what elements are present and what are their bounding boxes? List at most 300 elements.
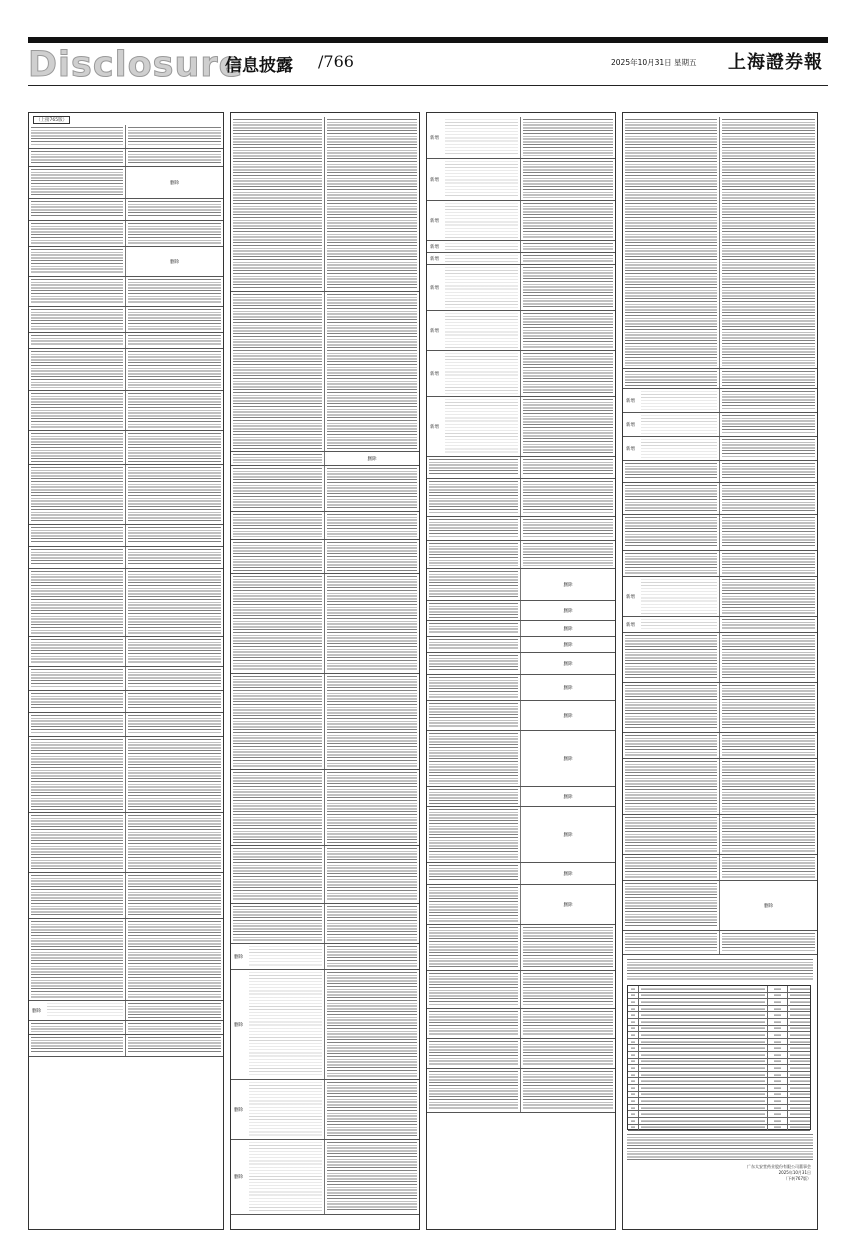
original-clause-cell [231, 1140, 325, 1214]
clause-text-lines [429, 1011, 518, 1036]
amendment-row [29, 813, 223, 873]
original-clause-cell [231, 944, 325, 969]
revised-clause-cell [126, 1035, 223, 1056]
amendment-row [427, 541, 615, 569]
table-row [628, 1012, 810, 1019]
table-cell [768, 1105, 788, 1111]
table-cell [639, 1085, 768, 1091]
masthead-bottom-rule [28, 85, 828, 86]
amendment-row [427, 265, 615, 311]
table-cell [628, 1032, 639, 1038]
cell-text-line [774, 1002, 782, 1003]
table-cell [628, 1072, 639, 1078]
clause-text-lines [523, 1041, 613, 1066]
clause-text-lines [327, 676, 417, 767]
cell-text-line [774, 1074, 782, 1075]
revised-clause-cell [720, 461, 817, 482]
row-status-tag-text: 删除 [563, 685, 573, 691]
closing-notes [627, 1134, 813, 1160]
table-cell [788, 1098, 812, 1104]
revised-clause-cell [325, 466, 419, 511]
clause-text-lines [429, 703, 518, 728]
clause-text-lines [625, 635, 717, 680]
clause-text-lines [429, 543, 518, 566]
amendment-row [231, 540, 419, 574]
clause-text-lines [128, 201, 221, 218]
clause-text-lines [128, 309, 221, 330]
clause-text-lines [722, 933, 815, 952]
table-row [628, 1092, 810, 1099]
row-status-tag: 新增 [626, 622, 635, 628]
clause-text-lines [31, 309, 123, 330]
original-clause-cell [231, 846, 325, 903]
amendment-row [427, 569, 615, 601]
clause-text-lines [233, 468, 322, 509]
clause-text-lines [625, 735, 717, 756]
clause-text-lines [128, 127, 221, 146]
cell-text-line [641, 988, 765, 989]
table-cell [639, 986, 768, 992]
cell-text-line [774, 1041, 782, 1042]
table-row [628, 1006, 810, 1013]
revised-clause-cell [325, 770, 419, 845]
original-clause-cell [427, 925, 521, 970]
clause-text-lines [249, 1082, 322, 1137]
amendment-row [29, 277, 223, 307]
revised-clause-cell [126, 391, 223, 430]
original-clause-cell [427, 1009, 521, 1038]
clause-text-lines [31, 815, 123, 870]
table-cell [628, 1092, 639, 1098]
clause-text-lines [128, 921, 221, 998]
table-cell [768, 1012, 788, 1018]
table-row [628, 999, 810, 1006]
original-clause-cell [427, 117, 521, 158]
clause-text-lines [233, 454, 322, 463]
cell-text-line [631, 1120, 635, 1121]
original-clause-cell [231, 970, 325, 1079]
amendment-row [623, 683, 817, 733]
column-4 [622, 112, 818, 1230]
original-clause-cell [29, 813, 126, 872]
clause-text-lines [641, 439, 717, 458]
table-row [628, 993, 810, 1000]
table-cell [639, 1065, 768, 1071]
amendment-row [29, 167, 223, 199]
revised-clause-cell [325, 674, 419, 769]
table-cell [628, 1026, 639, 1032]
table-cell [639, 1111, 768, 1117]
table-cell [788, 1125, 812, 1131]
revised-clause-cell [720, 733, 817, 758]
original-clause-cell [231, 574, 325, 673]
sign-off-line: 2025年10月31日 [778, 1170, 811, 1176]
original-clause-cell [623, 881, 720, 930]
amendment-row [427, 117, 615, 159]
revised-clause-cell [126, 713, 223, 736]
amendment-row [427, 1009, 615, 1039]
original-clause-cell [29, 691, 126, 712]
row-status-tag-text: 删除 [563, 608, 573, 614]
revised-clause-cell [126, 333, 223, 348]
cell-text-line [774, 1114, 782, 1115]
amendment-row [427, 971, 615, 1009]
original-clause-cell [427, 265, 521, 310]
clause-text-lines [327, 848, 417, 901]
revised-clause-cell [325, 904, 419, 943]
table-cell [768, 993, 788, 999]
row-status-tag [521, 871, 615, 877]
revised-clause-cell [521, 117, 615, 158]
bylaws-summary-table [627, 985, 811, 1130]
clause-text-lines [327, 468, 417, 509]
row-status-tag: 删除 [234, 1107, 243, 1113]
clause-text-lines [445, 267, 518, 308]
clause-text-lines [641, 579, 717, 614]
amendment-row [427, 253, 615, 265]
clause-text-lines [625, 817, 717, 852]
amendment-row [231, 1140, 419, 1215]
revised-clause-cell [720, 881, 817, 930]
amendment-row [427, 351, 615, 397]
amendment-row [29, 667, 223, 691]
masthead [28, 43, 828, 85]
clause-text-lines [445, 119, 518, 156]
amendment-row [427, 159, 615, 201]
clause-text-lines [625, 371, 717, 386]
row-status-tag: 新增 [430, 135, 439, 141]
original-clause-cell [427, 621, 521, 636]
clause-text-lines [429, 603, 518, 618]
revised-clause-cell [325, 574, 419, 673]
original-clause-cell [623, 483, 720, 514]
original-clause-cell [623, 577, 720, 616]
revised-clause-cell [521, 241, 615, 252]
row-status-tag [521, 661, 615, 667]
table-cell [639, 999, 768, 1005]
clause-text-lines [31, 669, 123, 688]
clause-text-lines [128, 815, 221, 870]
original-clause-cell [29, 199, 126, 220]
cell-text-line [631, 1068, 635, 1069]
amendment-row [29, 1035, 223, 1057]
original-clause-cell [623, 683, 720, 732]
original-clause-cell [231, 117, 325, 291]
original-clause-cell [29, 919, 126, 1000]
original-clause-cell [29, 873, 126, 918]
revised-clause-cell [521, 925, 615, 970]
amendment-row [29, 391, 223, 431]
revised-clause-cell [720, 413, 817, 436]
row-status-tag: 删除 [32, 1008, 41, 1014]
original-clause-cell [29, 737, 126, 812]
clause-text-lines [722, 817, 815, 852]
amendment-row [29, 221, 223, 247]
original-clause-cell [427, 569, 521, 600]
clause-text-lines [722, 371, 815, 386]
clause-text-lines [31, 875, 123, 916]
table-cell [628, 1105, 639, 1111]
amendment-row [29, 349, 223, 391]
revised-clause-cell [720, 515, 817, 550]
clause-text-lines [31, 1037, 123, 1054]
original-clause-cell [427, 807, 521, 862]
column-2 [230, 112, 420, 1230]
clause-text-lines [429, 677, 518, 698]
revised-clause-cell [126, 1001, 223, 1020]
cell-text-line [790, 1081, 810, 1082]
clause-text-lines [128, 739, 221, 810]
table-cell [768, 1125, 788, 1131]
table-cell [639, 1032, 768, 1038]
cell-text-line [631, 1041, 635, 1042]
amendment-row [623, 483, 817, 515]
clause-text-lines [445, 399, 518, 454]
amendment-row [231, 452, 419, 466]
cell-text-line [641, 1021, 765, 1022]
cell-text-line [790, 1054, 810, 1055]
cell-text-line [774, 1068, 782, 1069]
table-cell [639, 1072, 768, 1078]
clause-text-lines [429, 789, 518, 804]
amendment-row [427, 241, 615, 253]
clause-text-lines [233, 576, 322, 671]
original-clause-cell [29, 1001, 126, 1020]
clause-text-lines [722, 761, 815, 812]
cell-text-line [774, 988, 782, 989]
cell-text-line [790, 995, 810, 996]
original-clause-cell [29, 713, 126, 736]
revised-clause-cell [720, 369, 817, 388]
table-row [628, 1118, 810, 1125]
original-clause-cell [427, 1039, 521, 1068]
row-status-tag [521, 685, 615, 691]
clause-text-lines [128, 467, 221, 522]
revised-clause-cell [126, 547, 223, 568]
original-clause-cell [623, 389, 720, 412]
revised-clause-cell [126, 149, 223, 166]
revised-clause-cell [720, 551, 817, 576]
clause-text-lines [233, 542, 322, 571]
clause-text-lines [128, 1037, 221, 1054]
amendment-row [29, 525, 223, 547]
original-clause-cell [427, 253, 521, 264]
revised-clause-cell [521, 675, 615, 700]
clause-text-lines [429, 809, 518, 860]
revised-clause-cell [521, 479, 615, 516]
table-cell [628, 1045, 639, 1051]
clause-text-lines [327, 906, 417, 941]
revised-clause-cell [720, 437, 817, 460]
original-clause-cell [231, 674, 325, 769]
table-cell [788, 999, 812, 1005]
cell-text-line [631, 1054, 635, 1055]
clause-text-lines [523, 481, 613, 514]
revised-clause-cell [126, 167, 223, 198]
clause-text-lines [429, 1071, 518, 1110]
original-clause-cell [623, 413, 720, 436]
amendment-row [427, 479, 615, 517]
amendment-row [427, 621, 615, 637]
clause-text-lines [445, 313, 518, 348]
closing-paragraph [627, 959, 813, 981]
revised-clause-cell [325, 117, 419, 291]
clause-text-lines [233, 676, 322, 767]
cell-text-line [641, 1114, 765, 1115]
clause-text-lines [128, 527, 221, 544]
revised-clause-cell [126, 431, 223, 464]
amendment-row [29, 431, 223, 465]
cell-text-line [631, 1107, 635, 1108]
original-clause-cell [427, 397, 521, 456]
clause-text-lines [31, 467, 123, 522]
table-cell [639, 1026, 768, 1032]
revised-clause-cell [521, 265, 615, 310]
clause-text-lines [31, 433, 123, 462]
newspaper-logo: 上海證券報 [728, 52, 823, 73]
original-clause-cell [29, 307, 126, 332]
amendment-row [623, 759, 817, 815]
clause-text-lines [31, 571, 123, 634]
amendment-row [427, 675, 615, 701]
clause-text-lines [722, 685, 815, 730]
table-cell [628, 999, 639, 1005]
clause-text-lines [523, 119, 613, 156]
clause-text-lines [327, 972, 417, 1077]
amendment-row [427, 653, 615, 675]
amendment-row [29, 1021, 223, 1035]
revised-clause-cell [521, 201, 615, 240]
row-status-tag: 新增 [430, 177, 439, 183]
clause-text-lines [128, 351, 221, 388]
original-clause-cell [427, 479, 521, 516]
clause-text-lines [327, 772, 417, 843]
amendment-row [29, 199, 223, 221]
amendment-row [29, 737, 223, 813]
amendment-row [623, 633, 817, 683]
table-row [628, 1105, 810, 1112]
cell-text-line [641, 1068, 765, 1069]
clause-text-lines [128, 693, 221, 710]
revised-clause-cell [720, 855, 817, 880]
clause-text-lines [31, 169, 123, 196]
clause-text-lines [31, 1023, 123, 1032]
cell-text-line [631, 1074, 635, 1075]
revised-clause-cell [720, 683, 817, 732]
cell-text-line [631, 995, 635, 996]
original-clause-cell [231, 904, 325, 943]
table-cell [788, 1065, 812, 1071]
revised-clause-cell [521, 159, 615, 200]
table-cell [768, 1052, 788, 1058]
original-clause-cell [427, 311, 521, 350]
cell-text-line [631, 1008, 635, 1009]
amendment-row [623, 881, 817, 931]
table-cell [639, 1006, 768, 1012]
clause-text-lines [722, 857, 815, 878]
table-cell [628, 1078, 639, 1084]
clause-text-lines [523, 203, 613, 238]
clause-text-lines [128, 223, 221, 244]
cell-text-line [641, 995, 765, 996]
amendment-row [29, 1001, 223, 1021]
clause-text-lines [523, 267, 613, 308]
row-status-tag: 删除 [234, 1175, 243, 1180]
original-clause-cell [29, 167, 126, 198]
original-clause-cell [29, 431, 126, 464]
cell-text-line [790, 1074, 810, 1075]
table-cell [628, 1111, 639, 1117]
row-status-tag: 新增 [430, 371, 439, 377]
amendment-row [427, 311, 615, 351]
table-cell [768, 1072, 788, 1078]
amendment-row [427, 731, 615, 787]
table-cell [768, 1078, 788, 1084]
cell-text-line [641, 1127, 765, 1128]
table-row [628, 1111, 810, 1118]
original-clause-cell [623, 633, 720, 682]
amendment-row [427, 925, 615, 971]
cell-text-line [641, 1008, 765, 1009]
revised-clause-cell [325, 944, 419, 969]
clause-text-lines [641, 415, 717, 434]
revised-clause-cell [521, 351, 615, 396]
table-cell [788, 1039, 812, 1045]
table-cell [639, 1045, 768, 1051]
cell-text-line [790, 1028, 810, 1029]
continued-from-label: （上接765版） [33, 116, 70, 124]
amendment-row [623, 855, 817, 881]
row-status-tag-text: 删除 [563, 902, 573, 908]
cell-text-line [641, 1101, 765, 1102]
amendment-row [623, 815, 817, 855]
clause-text-lines [722, 391, 815, 410]
row-status-tag-text: 删除 [170, 259, 179, 265]
revised-clause-cell [126, 349, 223, 390]
cell-text-line [774, 1021, 782, 1022]
original-clause-cell [29, 125, 126, 148]
table-cell [788, 1006, 812, 1012]
clause-text-lines [523, 1011, 613, 1036]
amendment-row [231, 292, 419, 452]
clause-text-lines [327, 1082, 417, 1137]
original-clause-cell [29, 149, 126, 166]
clause-text-lines [128, 1023, 221, 1032]
amendment-row [623, 733, 817, 759]
table-cell [628, 986, 639, 992]
amendment-row [427, 201, 615, 241]
original-clause-cell [427, 701, 521, 730]
original-clause-cell [427, 601, 521, 620]
row-status-tag [325, 456, 419, 462]
table-cell [639, 993, 768, 999]
revised-clause-cell [126, 307, 223, 332]
continued-on-label: （下转767版） [783, 1176, 811, 1182]
amendment-row [29, 465, 223, 525]
table-cell [628, 1039, 639, 1045]
clause-text-lines [327, 294, 417, 449]
amendment-row [29, 569, 223, 637]
revised-clause-cell [521, 569, 615, 600]
original-clause-cell [231, 466, 325, 511]
original-clause-cell [29, 221, 126, 246]
clause-text-lines [128, 639, 221, 664]
row-status-tag: 新增 [626, 594, 635, 600]
revised-clause-cell [720, 577, 817, 616]
table-cell [628, 1065, 639, 1071]
original-clause-cell [427, 457, 521, 478]
cell-text-line [790, 1061, 810, 1062]
